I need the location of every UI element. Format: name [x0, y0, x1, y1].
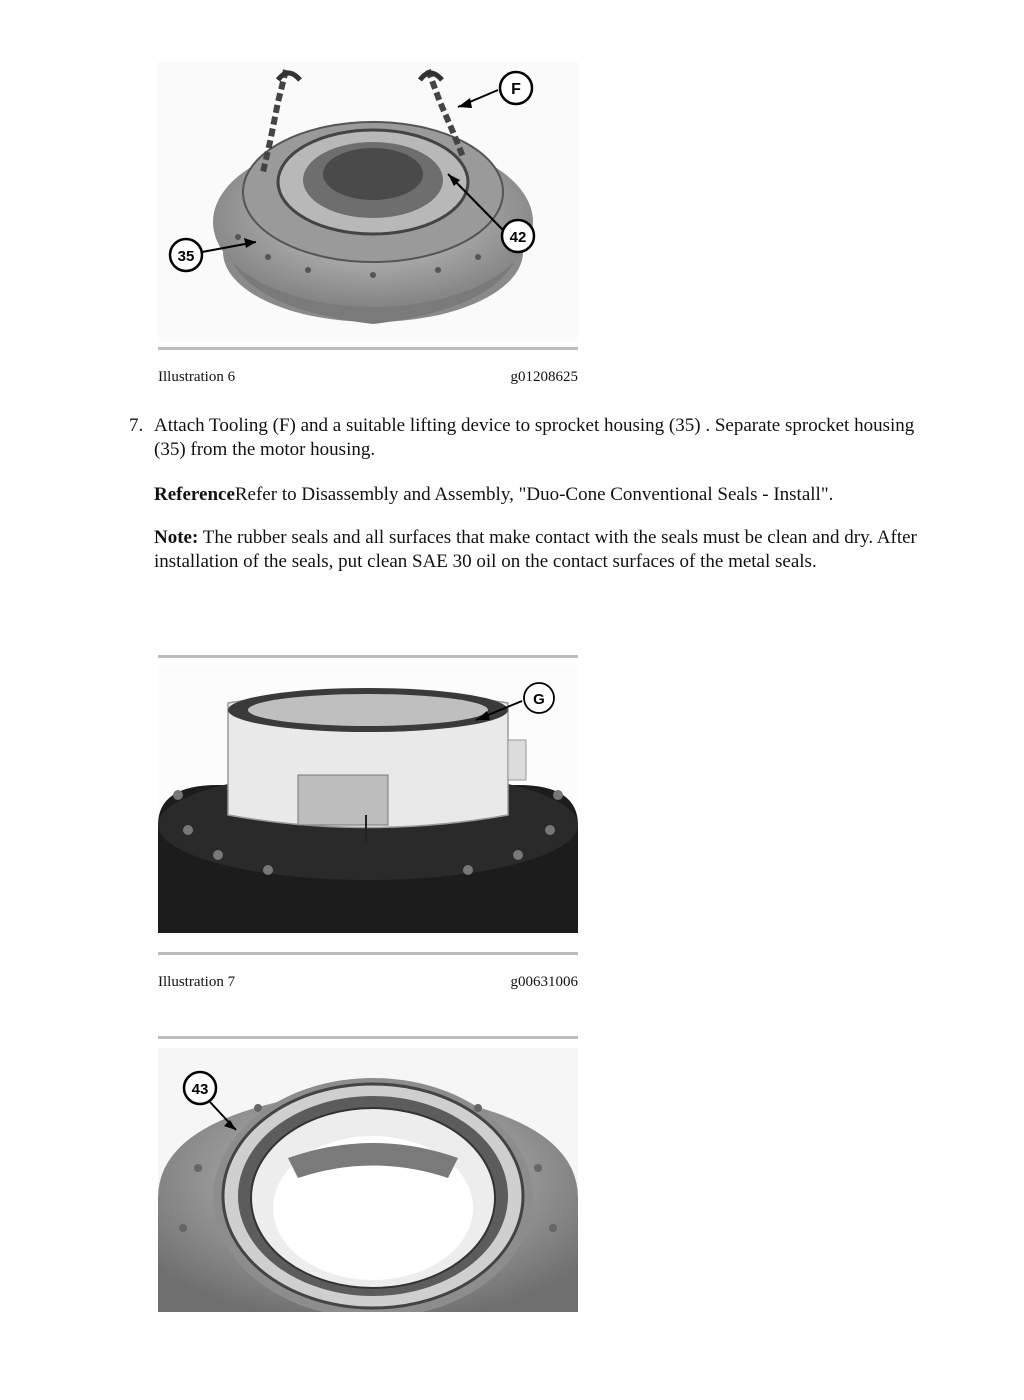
illustration-7-callouts [158, 665, 578, 933]
reference-text: Refer to Disassembly and Assembly, "Duo-Cone Conventional Seals - Install". [234, 484, 834, 505]
illustration-7-code: g00631006 [510, 974, 578, 990]
reference-paragraph [154, 483, 924, 507]
illustration-6-code: g01208625 [510, 369, 578, 385]
callout-35: 35 [177, 248, 195, 265]
step-text: Attach Tooling (F) and a suitable lifting device to sprocket housing (35) . Separate sprocket housing (35) from the motor housing. [154, 415, 915, 460]
illustration-8-callouts [158, 1048, 578, 1312]
step-number: 7. [129, 415, 144, 436]
note-paragraph [154, 526, 924, 574]
callout-f: F [511, 81, 521, 98]
callout-42: 42 [509, 229, 527, 246]
illustration-6-callouts [158, 62, 578, 342]
illustration-6-rule [158, 347, 578, 350]
note-label: Note: [154, 527, 199, 548]
illustration-8-top-rule [158, 1036, 578, 1039]
illustration-7-label: Illustration 7 [158, 974, 236, 990]
illustration-7-top-rule [158, 655, 578, 658]
reference-label: Reference [154, 484, 235, 505]
note-text: The rubber seals and all surfaces that make contact with the seals must be clean and dry. After installation of the seals, put clean SAE 30 oil on the contact surfaces of the metal seals. [154, 527, 917, 572]
illustration-7-rule [158, 952, 578, 955]
callout-43: 43 [191, 1081, 209, 1098]
illustration-6-label: Illustration 6 [158, 369, 236, 385]
callout-g: G [533, 691, 545, 708]
